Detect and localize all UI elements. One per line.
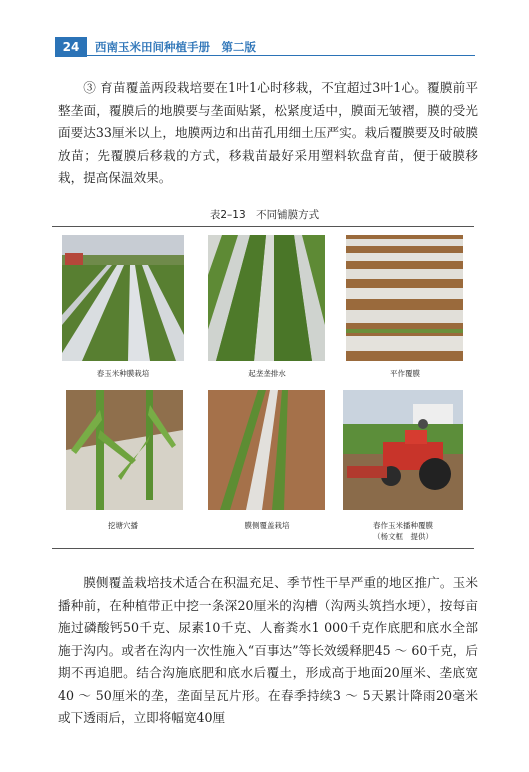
paragraph-film-side [58, 572, 478, 730]
paragraph-transplant [58, 77, 478, 190]
photo-caption-2: 起垄垄排水 [248, 369, 286, 378]
photo-caption-6 [338, 520, 468, 542]
paragraph-2-text: 膜侧覆盖栽培技术适合在积温充足、季节性干旱严重的地区推广。玉米播种前，在种植带正中挖一条深20厘米的沟槽（沟两头筑挡水埂），按每亩施过磷酸钙50千克、尿素10千克、人畜粪水1 000千克作底肥和底水全部施于沟内。或者在沟内一次性施入“百事达”等长效缓释肥45 ～ 60千克，后期不再追肥。结合沟施底肥和底水后覆土，形成高于地面20厘米、垄底宽40 ～ 50厘米的垄，垄面呈瓦片形。在春季持续3 ～ 5天累计降雨20毫米或下透雨后，立即将幅宽40厘 [58, 575, 478, 725]
table-caption: 表2–13 不同铺膜方式 [209, 209, 320, 221]
paragraph-1-text: ③ 育苗覆盖两段栽培要在1叶1心时移栽，不宜超过3叶1心。覆膜前平整垄面，覆膜后的地膜要与垄面贴紧，松紧度适中，膜面无皱褶，膜的受光面要达33厘米以上，地膜两边和出苗孔用细土压严实。栽后覆膜要及时破膜放苗；先覆膜后移栽的方式，移栽苗最好采用塑料软盘育苗，便于破膜移栽，提高保温效果。 [58, 80, 478, 185]
photo-spring-corn-film [62, 235, 184, 361]
header-rule [87, 55, 475, 56]
photo-caption-1: 春玉米种膜栽培 [96, 369, 150, 378]
photo-caption-4: 挖塘穴播 [108, 521, 138, 530]
table-top-rule [52, 226, 474, 227]
photo-film-side [208, 390, 325, 510]
page-number: 24 [55, 37, 87, 57]
photo-ridge-drainage [208, 235, 325, 361]
photo-caption-5: 膜侧覆盖栽培 [244, 521, 290, 530]
book-title: 西南玉米田间种植手册 第二版 [95, 40, 256, 54]
photo-hole-sowing [66, 390, 183, 510]
table-bottom-rule [52, 548, 474, 549]
photo-flat-film [346, 235, 463, 361]
photo-caption-3: 平作覆膜 [390, 369, 420, 378]
photo-caption-6-credit: （杨文框 提供） [373, 532, 433, 541]
running-header [55, 37, 475, 57]
photo-caption-6-line1: 春作玉米播种覆膜 [373, 521, 433, 530]
photo-machine-sowing [343, 390, 463, 510]
